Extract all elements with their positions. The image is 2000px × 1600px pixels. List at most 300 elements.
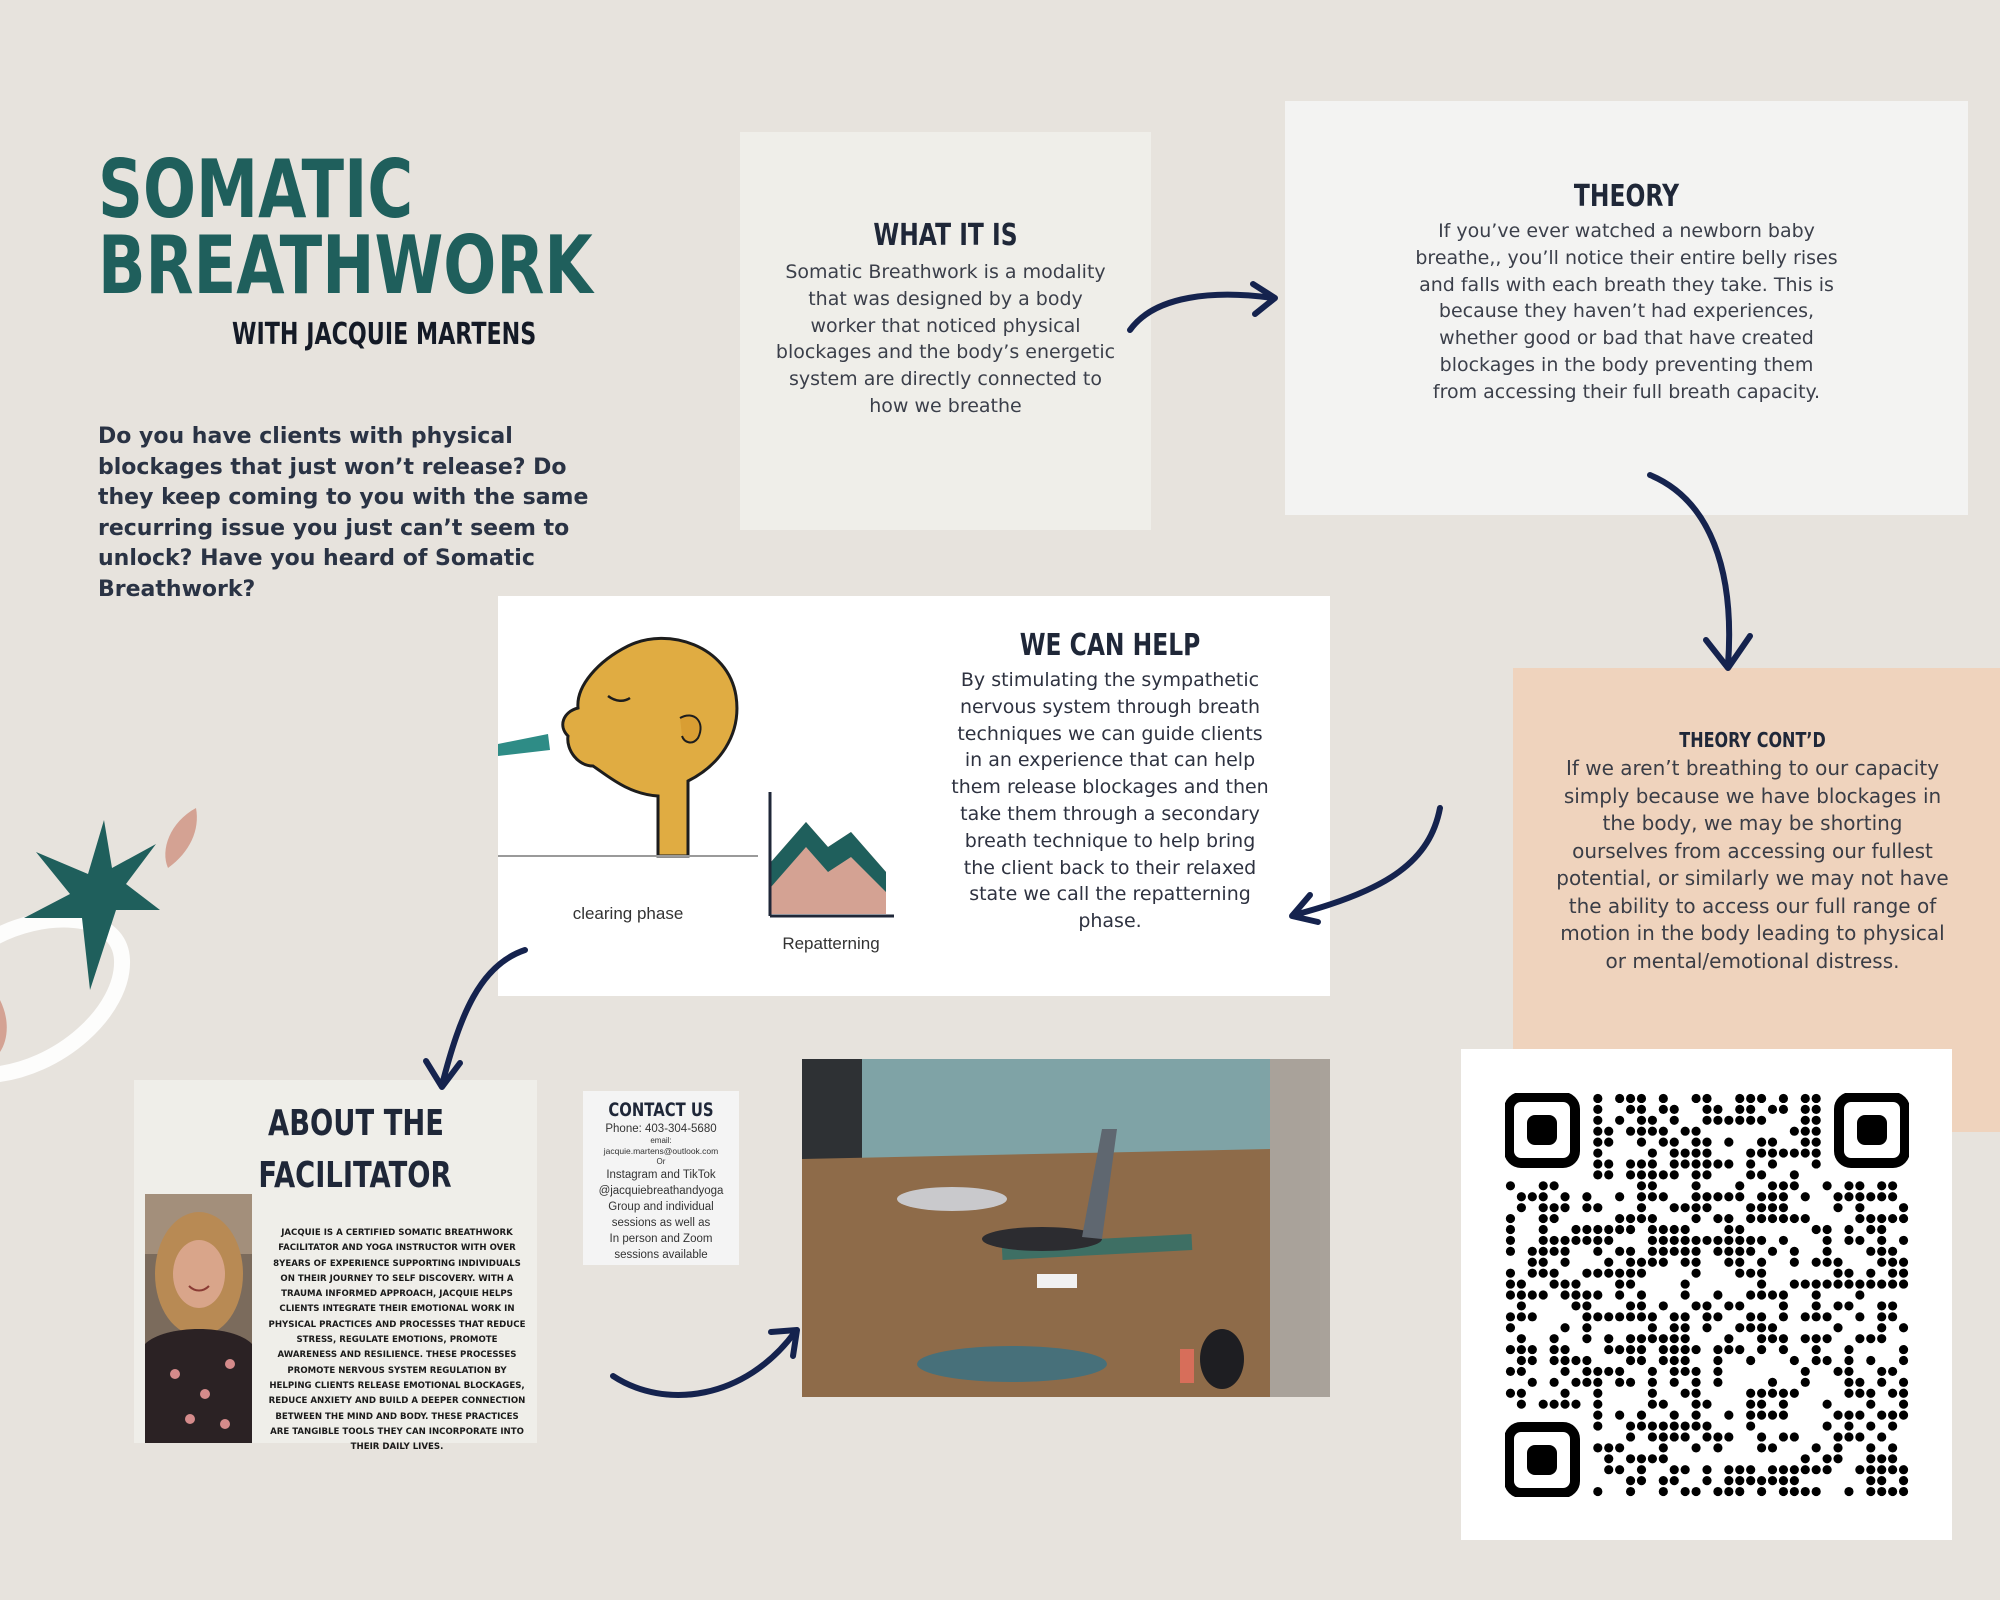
qr-dot [1604,1345,1613,1354]
clearing-phase-caption: clearing phase [572,904,684,923]
qr-dot [1779,1236,1788,1245]
qr-dot [1801,1334,1810,1343]
head-shape [563,638,737,856]
qr-dot [1757,1170,1766,1179]
qr-dot [1757,1345,1766,1354]
qr-dot [1844,1181,1853,1190]
qr-dot [1681,1345,1690,1354]
qr-dot [1768,1181,1777,1190]
qr-dot [1877,1432,1886,1441]
arrow-icon-about-to-photo [605,1320,805,1410]
qr-dot [1702,1432,1711,1441]
qr-dot [1779,1400,1788,1409]
qr-dot [1735,1301,1744,1310]
qr-finder-bottom-left [1509,1427,1575,1493]
qr-code-card[interactable] [1461,1049,1952,1540]
qr-dot [1670,1105,1679,1114]
qr-dot [1855,1465,1864,1474]
qr-dot [1812,1138,1821,1147]
qr-dot [1713,1378,1722,1387]
qr-dot [1746,1105,1755,1114]
qr-dot [1670,1345,1679,1354]
qr-dot [1855,1192,1864,1201]
qr-dot [1670,1138,1679,1147]
theory-text: If you’ve ever watched a newborn baby breathe,, you’ll notice their entire belly rises and falls with each breath they take. This is because they haven’t had experiences, whether good or bad that have created blockages in the body preventing them from accessing their full breath capacity. [1415,220,1838,403]
qr-dot [1855,1432,1864,1441]
qr-dot [1615,1465,1624,1474]
qr-dot [1582,1334,1591,1343]
qr-dot [1582,1356,1591,1365]
qr-dot [1833,1258,1842,1267]
qr-dot [1582,1312,1591,1321]
qr-finder-top-right [1839,1097,1905,1163]
qr-dot [1659,1127,1668,1136]
qr-dot [1866,1476,1875,1485]
qr-dot [1801,1367,1810,1376]
qr-dot [1757,1389,1766,1398]
qr-dot [1648,1334,1657,1343]
qr-dot [1702,1159,1711,1168]
qr-dot [1637,1411,1646,1420]
qr-dot [1528,1258,1537,1267]
qr-dot [1735,1465,1744,1474]
qr-dot [1735,1225,1744,1234]
qr-dot [1713,1236,1722,1245]
qr-dot [1648,1247,1657,1256]
qr-dot [1593,1225,1602,1234]
qr-dot [1506,1214,1515,1223]
qr-dot [1637,1421,1646,1430]
qr-dot [1550,1356,1559,1365]
star-icon [24,820,160,990]
qr-dot [1648,1116,1657,1125]
qr-dot [1550,1345,1559,1354]
qr-dot [1659,1225,1668,1234]
qr-dot [1691,1214,1700,1223]
qr-dot [1899,1345,1908,1354]
qr-code[interactable] [1505,1093,1909,1497]
qr-dot [1877,1192,1886,1201]
qr-dot [1615,1269,1624,1278]
qr-dot [1593,1138,1602,1147]
qr-dot [1724,1334,1733,1343]
qr-dot [1746,1476,1755,1485]
qr-dot [1691,1269,1700,1278]
qr-dot [1735,1345,1744,1354]
about-bio: JACQUIE IS A CERTIFIED SOMATIC BREATHWORK FACILITATOR AND YOGA INSTRUCTOR WITH OVER 8YEARS OF EXPERIENCE SUPPORTING INDIVIDUALS ON THEIR JOURNEY TO SELF DISCOVERY. WITH A TRAUMA INFORMED APPROACH, JACQUIE HELPS CLIENTS INTEGRATE THEIR EMOTIONAL WORK IN PHYSICAL PRACTICES AND PROCESSES THAT REDUCE STRESS, REGULATE EMOTIONS, PROMOTE AWARENESS AND RESILIENCE. THESE PROCESSES PROMOTE NERVOUS SYSTEM REGULATION BY HELPING CLIENTS RELEASE EMOTIONAL BLOCKAGES, REDUCE ANXIETY AND BUILD A DEEPER CONNECTION BETWEEN THE MIND AND BODY. THESE PRACTICES ARE TANGIBLE TOOLS THEY CAN INCORPORATE INTO THEIR DAILY LIVES. [268,1228,526,1453]
qr-dot [1757,1432,1766,1441]
qr-dot [1670,1247,1679,1256]
qr-dot [1615,1312,1624,1321]
qr-dot [1593,1378,1602,1387]
qr-dot [1681,1487,1690,1496]
qr-dot [1637,1476,1646,1485]
qr-dot [1517,1301,1526,1310]
qr-dot [1539,1192,1548,1201]
contact-handle[interactable]: @jacquiebreathandyoga [598,1185,724,1197]
qr-dot [1866,1192,1875,1201]
qr-dot [1615,1225,1624,1234]
qr-dot [1593,1269,1602,1278]
qr-dot [1855,1236,1864,1245]
qr-dot [1593,1421,1602,1430]
qr-dot [1648,1181,1657,1190]
qr-dot [1702,1236,1711,1245]
qr-dot [1844,1378,1853,1387]
bag [1200,1329,1244,1389]
qr-dot [1506,1345,1515,1354]
qr-dot [1670,1432,1679,1441]
qr-dot [1670,1236,1679,1245]
about-card [134,1080,537,1453]
contact-phone: Phone: 403-304-5680 [605,1123,717,1135]
qr-dot [1713,1487,1722,1496]
qr-dot [1691,1247,1700,1256]
theory-contd-text: If we aren’t breathing to our capacity simply because we have blockages in the body, we may be shorting ourselves from accessing our fullest potential, or similarly we may not have the ability to access our full range of motion in the body leading to physical or mental/emotional distress. [1556,756,1949,973]
qr-dot [1506,1269,1515,1278]
qr-dot [1877,1301,1886,1310]
qr-dot [1801,1148,1810,1157]
qr-dot [1757,1192,1766,1201]
qr-dot [1768,1443,1777,1452]
qr-dot [1681,1432,1690,1441]
qr-dot [1648,1389,1657,1398]
qr-dot [1539,1290,1548,1299]
qr-dot [1877,1258,1886,1267]
qr-dot [1659,1487,1668,1496]
qr-dot [1790,1356,1799,1365]
qr-dot [1702,1323,1711,1332]
qr-dot [1812,1301,1821,1310]
face [173,1240,225,1308]
qr-dot [1823,1465,1832,1474]
qr-dot [1702,1400,1711,1409]
qr-dot [1506,1312,1515,1321]
qr-dot [1637,1127,1646,1136]
qr-dot [1779,1411,1788,1420]
contact-line-4: sessions available [614,1249,708,1261]
qr-dot [1888,1192,1897,1201]
qr-dot [1768,1476,1777,1485]
qr-dot [1702,1192,1711,1201]
qr-dot [1779,1094,1788,1103]
qr-dot [1877,1279,1886,1288]
qr-dot [1888,1301,1897,1310]
qr-dot [1888,1389,1897,1398]
qr-dot [1844,1225,1853,1234]
qr-dot [1768,1159,1777,1168]
qr-dot [1626,1170,1635,1179]
qr-dot [1768,1323,1777,1332]
qr-dot [1899,1411,1908,1420]
qr-dot [1626,1432,1635,1441]
ear-shape [680,715,701,742]
qr-dot [1746,1356,1755,1365]
qr-dot [1877,1247,1886,1256]
qr-dot [1626,1301,1635,1310]
qr-dot [1779,1192,1788,1201]
qr-dot [1779,1334,1788,1343]
qr-dot [1670,1312,1679,1321]
qr-dot [1888,1247,1897,1256]
qr-dot [1506,1279,1515,1288]
qr-dot [1637,1192,1646,1201]
qr-dot [1866,1356,1875,1365]
qr-dot [1888,1454,1897,1463]
qr-dot [1681,1389,1690,1398]
contact-line-2: sessions as well as [611,1217,711,1229]
qr-dot [1724,1432,1733,1441]
qr-dot [1670,1421,1679,1430]
qr-dot [1801,1279,1810,1288]
qr-dot [1724,1138,1733,1147]
about-heading-line-1: ABOUT THE [268,1103,444,1144]
qr-dot [1637,1465,1646,1474]
qr-dot [1604,1258,1613,1267]
qr-dot [1877,1367,1886,1376]
qr-dot [1713,1247,1722,1256]
qr-dot [1779,1465,1788,1474]
qr-dot [1615,1214,1624,1223]
qr-dot [1812,1258,1821,1267]
qr-dot [1812,1148,1821,1157]
qr-dot [1757,1214,1766,1223]
qr-dot [1877,1236,1886,1245]
qr-dot [1582,1301,1591,1310]
qr-dot [1877,1378,1886,1387]
qr-dot [1757,1269,1766,1278]
qr-dot [1746,1236,1755,1245]
qr-dot [1746,1465,1755,1474]
qr-dot [1768,1138,1777,1147]
qr-dot [1539,1269,1548,1278]
qr-dot [1899,1269,1908,1278]
qr-dot [1735,1094,1744,1103]
qr-dot [1855,1279,1864,1288]
qr-dot [1593,1400,1602,1409]
qr-dot [1844,1411,1853,1420]
qr-dot [1550,1181,1559,1190]
qr-dot [1702,1203,1711,1212]
qr-dot [1604,1159,1613,1168]
qr-dot [1888,1258,1897,1267]
qr-dot [1648,1312,1657,1321]
qr-dot [1648,1170,1657,1179]
qr-dot [1888,1181,1897,1190]
qr-dot [1604,1170,1613,1179]
qr-dot [1593,1411,1602,1420]
qr-dot [1560,1279,1569,1288]
qr-dot [1615,1367,1624,1376]
qr-dot [1691,1301,1700,1310]
qr-dot [1691,1203,1700,1212]
studio-photo [802,1059,1330,1397]
qr-dot [1899,1236,1908,1245]
qr-dot [1801,1312,1810,1321]
qr-dot [1779,1312,1788,1321]
qr-dot [1866,1443,1875,1452]
qr-dot [1681,1421,1690,1430]
qr-dot [1637,1345,1646,1354]
qr-dot [1757,1312,1766,1321]
qr-dot [1702,1421,1711,1430]
theory-card [1285,101,1968,515]
qr-dot [1604,1454,1613,1463]
qr-dot [1659,1301,1668,1310]
qr-dot [1691,1138,1700,1147]
qr-dot [1560,1323,1569,1332]
qr-dot [1691,1389,1700,1398]
qr-dot [1571,1378,1580,1387]
qr-dot [1648,1400,1657,1409]
qr-dot [1812,1105,1821,1114]
qr-dot [1713,1214,1722,1223]
qr-dot [1670,1225,1679,1234]
qr-dot [1550,1269,1559,1278]
qr-dot [1626,1279,1635,1288]
qr-dot [1790,1487,1799,1496]
qr-dot [1746,1290,1755,1299]
qr-dot [1659,1345,1668,1354]
leaf-icon [165,808,197,868]
qr-dot [1768,1334,1777,1343]
qr-dot [1888,1269,1897,1278]
qr-dot [1746,1421,1755,1430]
qr-dot [1593,1389,1602,1398]
qr-dot [1681,1465,1690,1474]
qr-dot [1626,1356,1635,1365]
arrow-icon-what-to-theory [1125,270,1285,340]
qr-dot [1604,1312,1613,1321]
qr-dot [1582,1323,1591,1332]
qr-dot [1637,1258,1646,1267]
qr-dot [1713,1290,1722,1299]
qr-dot [1877,1312,1886,1321]
qr-dot [1648,1159,1657,1168]
qr-dot [1877,1225,1886,1234]
qr-dot [1659,1476,1668,1485]
qr-dot [1801,1138,1810,1147]
qr-dot [1571,1400,1580,1409]
qr-dot [1866,1214,1875,1223]
qr-dot [1659,1094,1668,1103]
qr-dot [1681,1148,1690,1157]
qr-dot [1637,1214,1646,1223]
qr-dot [1593,1148,1602,1157]
qr-dot [1539,1203,1548,1212]
qr-dot [1691,1192,1700,1201]
qr-dot [1539,1225,1548,1234]
contact-line-3: In person and Zoom [609,1233,713,1245]
qr-dot [1713,1443,1722,1452]
qr-dot [1604,1367,1613,1376]
qr-dot [1757,1411,1766,1420]
what-it-is-text: Somatic Breathwork is a modality that was designed by a body worker that noticed physical blockages and the body’s energetic system are directly connected to how we breathe [775,261,1116,417]
qr-dot [1659,1454,1668,1463]
qr-dot [1844,1279,1853,1288]
qr-dot [1582,1192,1591,1201]
qr-dot [1713,1312,1722,1321]
qr-dot [1637,1105,1646,1114]
qr-dot [1779,1487,1788,1496]
qr-dot [1593,1116,1602,1125]
qr-dot [1779,1203,1788,1212]
qr-dot [1517,1312,1526,1321]
we-can-help-text: By stimulating the sympathetic nervous system through breath techniques we can guide clients in an experience that can help them release blockages and then take them through a secondary breath technique to help bring the client back to their relaxed state we call the repatterning phase. [951,669,1269,933]
qr-dot [1691,1378,1700,1387]
qr-dot [1823,1421,1832,1430]
qr-dot [1670,1334,1679,1343]
qr-dot [1844,1192,1853,1201]
contact-or: Or [656,1157,666,1166]
qr-dot [1681,1258,1690,1267]
qr-dot [1746,1094,1755,1103]
qr-dot [1724,1225,1733,1234]
qr-dot [1528,1290,1537,1299]
qr-dot [1681,1203,1690,1212]
qr-dot [1637,1334,1646,1343]
qr-dot [1790,1389,1799,1398]
qr-dot [1735,1476,1744,1485]
qr-dot [1702,1476,1711,1485]
qr-dot [1637,1312,1646,1321]
qr-dot [1626,1247,1635,1256]
qr-dot [1757,1290,1766,1299]
qr-dot [1637,1094,1646,1103]
qr-dot [1648,1225,1657,1234]
qr-dot [1877,1411,1886,1420]
qr-dot [1855,1312,1864,1321]
qr-dot [1691,1443,1700,1452]
qr-dot [1823,1258,1832,1267]
qr-dot [1899,1279,1908,1288]
person-3 [917,1346,1107,1382]
qr-dot [1691,1400,1700,1409]
arrow-icon-contd-to-help [1280,800,1450,930]
qr-dot [1757,1094,1766,1103]
qr-dot [1801,1214,1810,1223]
qr-dot [1681,1225,1690,1234]
qr-dot [1637,1159,1646,1168]
qr-dot [1506,1225,1515,1234]
qr-dot [1823,1400,1832,1409]
qr-dot [1888,1443,1897,1452]
qr-dot [1757,1203,1766,1212]
qr-dot [1757,1400,1766,1409]
qr-dot [1746,1323,1755,1332]
qr-dot [1757,1279,1766,1288]
qr-dot [1615,1290,1624,1299]
qr-dot [1626,1269,1635,1278]
qr-dot [1571,1236,1580,1245]
qr-dot [1670,1323,1679,1332]
qr-dot [1604,1225,1613,1234]
qr-dot [1812,1279,1821,1288]
qr-dot [1615,1116,1624,1125]
qr-dot [1691,1421,1700,1430]
qr-dot [1691,1345,1700,1354]
qr-dot [1506,1367,1515,1376]
contact-email[interactable]: jacquie.martens@outlook.com [603,1146,719,1156]
qr-dot [1855,1378,1864,1387]
qr-dot [1517,1345,1526,1354]
qr-dot [1593,1487,1602,1496]
qr-dot [1735,1181,1744,1190]
qr-dot [1768,1389,1777,1398]
qr-dot [1779,1389,1788,1398]
qr-dot [1866,1454,1875,1463]
qr-dot [1844,1236,1853,1245]
